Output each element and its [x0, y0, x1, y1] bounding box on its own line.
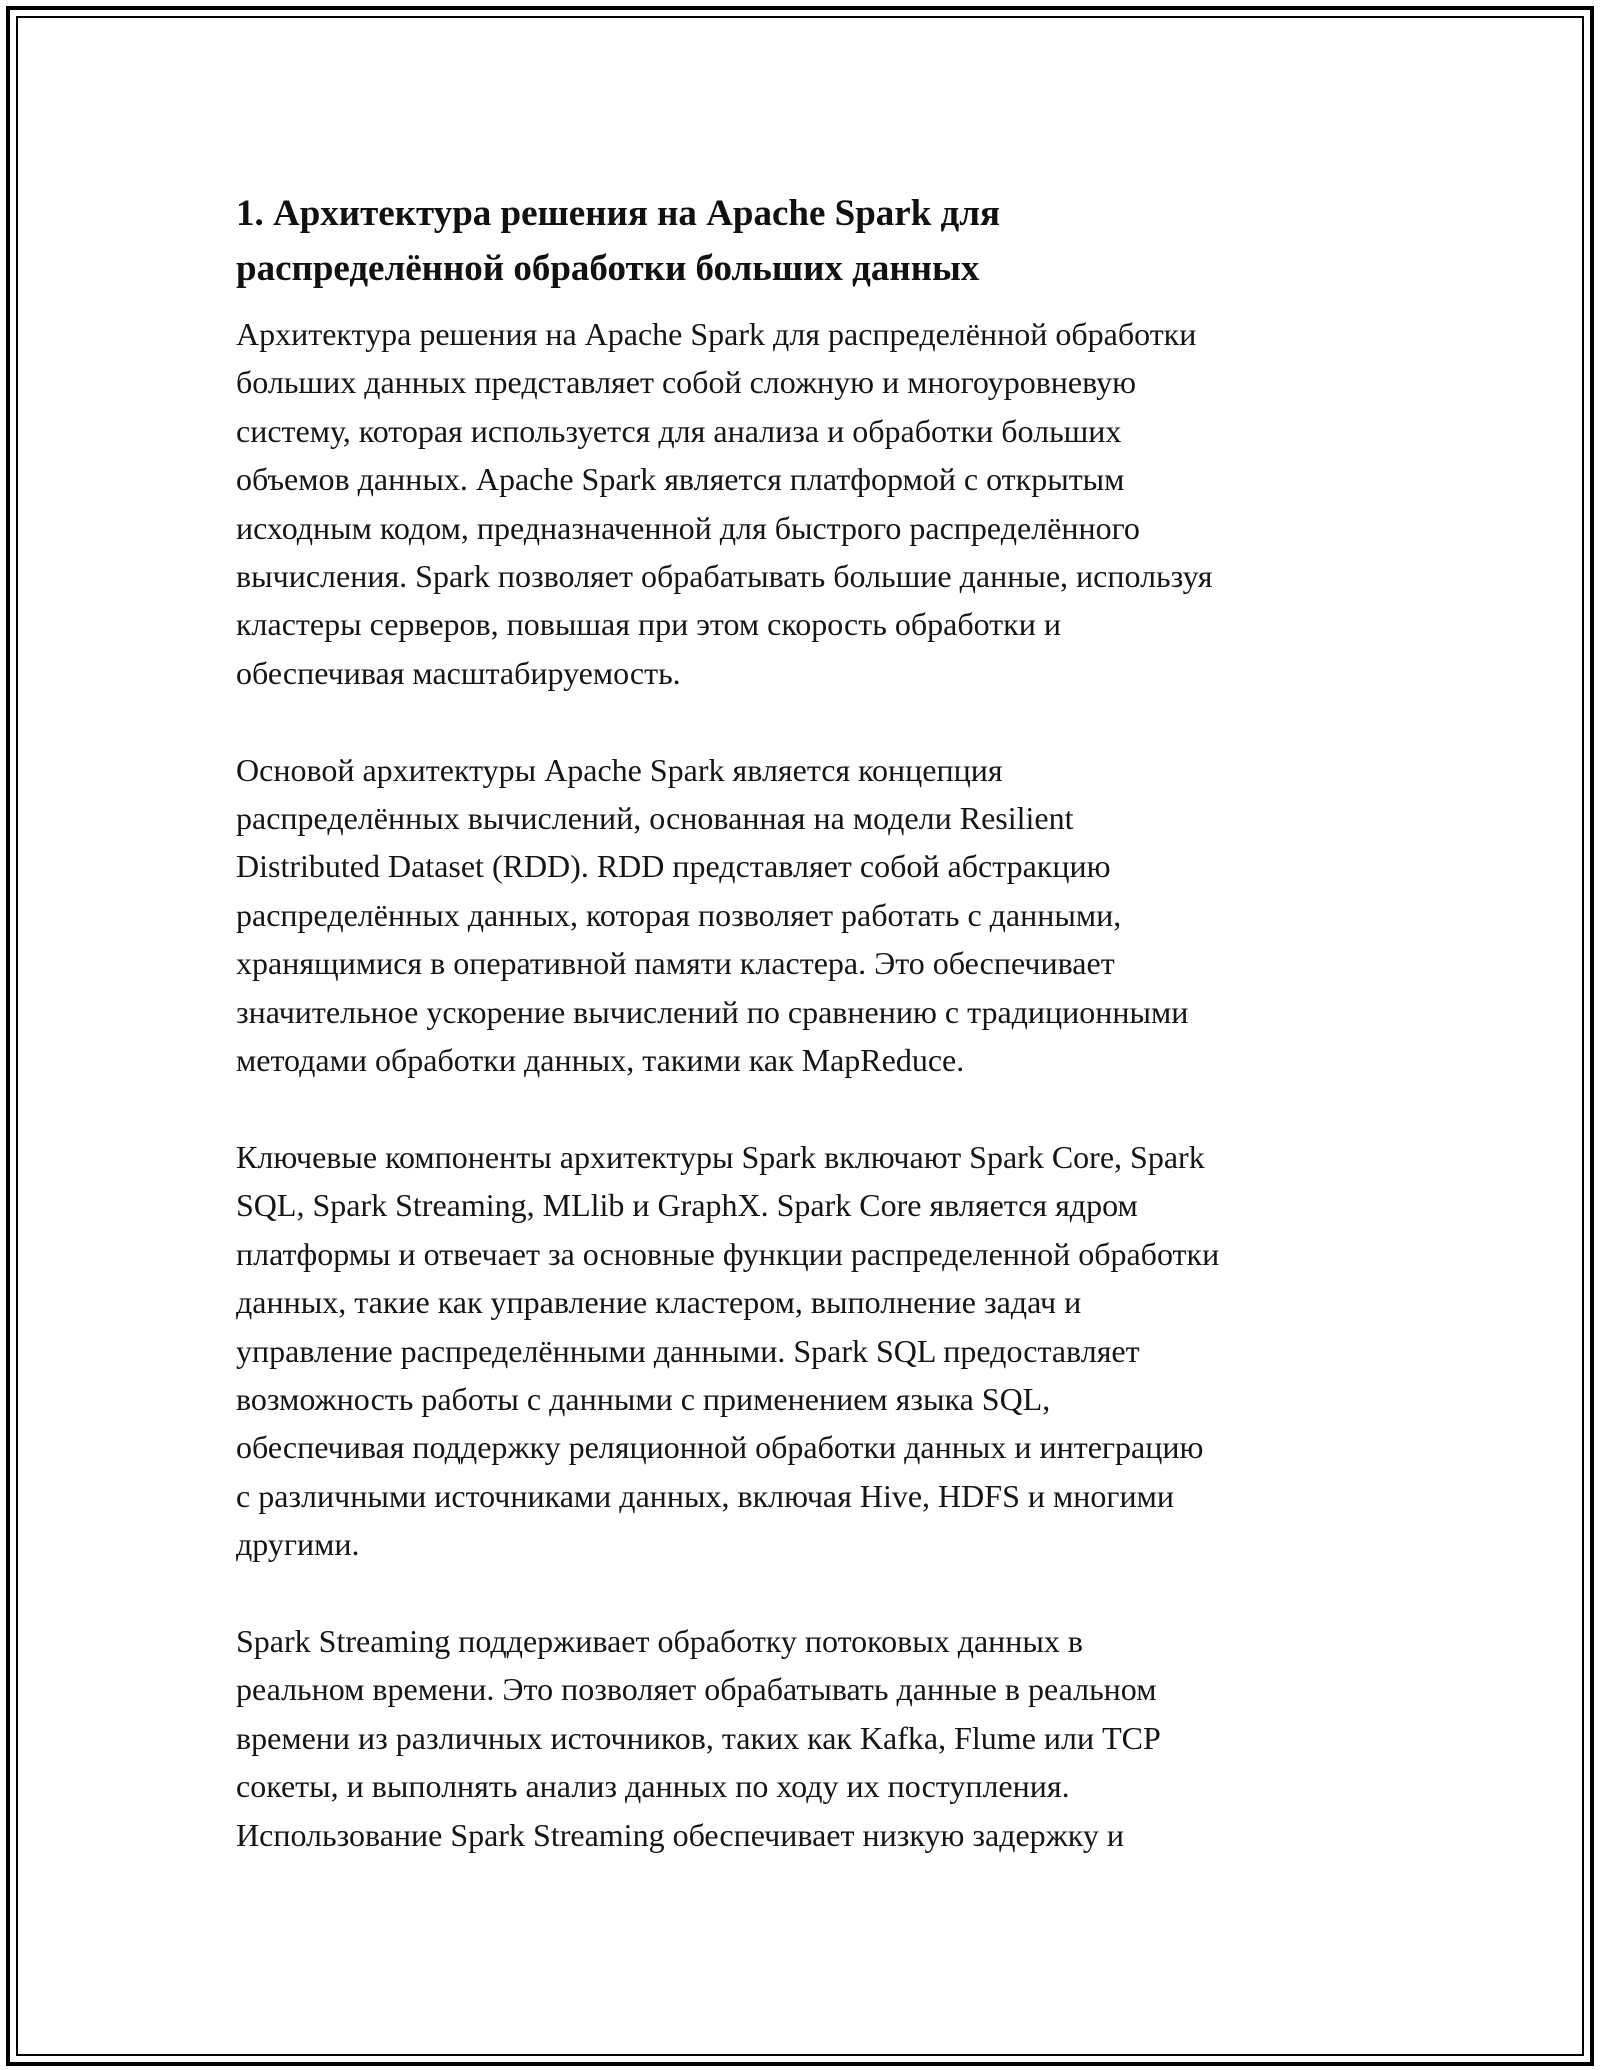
text-line: хранящимися в оперативной памяти кластера. Это обеспечивает [236, 945, 1115, 982]
section-title [236, 186, 1376, 296]
text-line: Архитектура решения на Apache Spark для распределённой обработки [236, 316, 1197, 352]
text-line: больших данных представляет собой сложную и многоуровневую [236, 364, 1137, 401]
paragraph-2 [236, 746, 1376, 1085]
text-line: с различными источниками данных, включая Hive, HDFS и многими [236, 1477, 1174, 1514]
text-line: обеспечивая масштабируемость. [236, 654, 681, 691]
text-line: данных, такие как управление кластером, выполнение задач и [236, 1284, 1082, 1321]
text-line: распределённых вычислений, основанная на модели Resilient [236, 800, 1074, 837]
text-line: значительное ускорение вычислений по сравнению с традиционными [236, 993, 1189, 1030]
text-line: вычисления. Spark позволяет обрабатывать большие данные, используя [236, 558, 1213, 595]
text-line: управление распределёнными данными. Spark SQL предоставляет [236, 1332, 1140, 1369]
title-line: распределённой обработки больших данных [236, 248, 980, 289]
paragraph-1 [236, 310, 1376, 697]
text-line: Ключевые компоненты архитектуры Spark включают Spark Core, Spark [236, 1138, 1205, 1175]
title-line: 1. Архитектура решения на Apache Spark для [236, 193, 1001, 234]
text-line: распределённых данных, которая позволяет работать с данными, [236, 896, 1122, 933]
text-line: Основой архитектуры Apache Spark является концепция [236, 751, 1003, 788]
text-line: другими. [236, 1526, 360, 1563]
text-line: методами обработки данных, такими как MapReduce. [236, 1042, 965, 1079]
text-line: Spark Streaming поддерживает обработку потоковых данных в [236, 1622, 1084, 1659]
text-line: платформы и отвечает за основные функции распределенной обработки [236, 1235, 1220, 1272]
document-body [236, 186, 1376, 1907]
text-line: Использование Spark Streaming обеспечивает низкую задержку и [236, 1816, 1124, 1853]
text-line: исходным кодом, предназначенной для быстрого распределённого [236, 509, 1140, 546]
text-line: реальном времени. Это позволяет обрабатывать данные в реальном [236, 1671, 1157, 1708]
text-line: систему, которая используется для анализа и обработки больших [236, 412, 1122, 449]
text-line: времени из различных источников, таких как Kafka, Flume или TCP [236, 1719, 1161, 1756]
text-line: обеспечивая поддержку реляционной обработки данных и интеграцию [236, 1429, 1204, 1466]
text-line: SQL, Spark Streaming, MLlib и GraphX. Spark Core является ядром [236, 1187, 1138, 1224]
text-line: кластеры серверов, повышая при этом скорость обработки и [236, 606, 1061, 643]
text-line: возможность работы с данными с применением языка SQL, [236, 1380, 1051, 1417]
text-line: сокеты, и выполнять анализ данных по ходу их поступления. [236, 1768, 1070, 1805]
text-line: объемов данных. Apache Spark является платформой с открытым [236, 461, 1125, 498]
text-line: Distributed Dataset (RDD). RDD представляет собой абстракцию [236, 848, 1111, 885]
paragraph-4 [236, 1617, 1376, 1859]
paragraph-3 [236, 1133, 1376, 1569]
